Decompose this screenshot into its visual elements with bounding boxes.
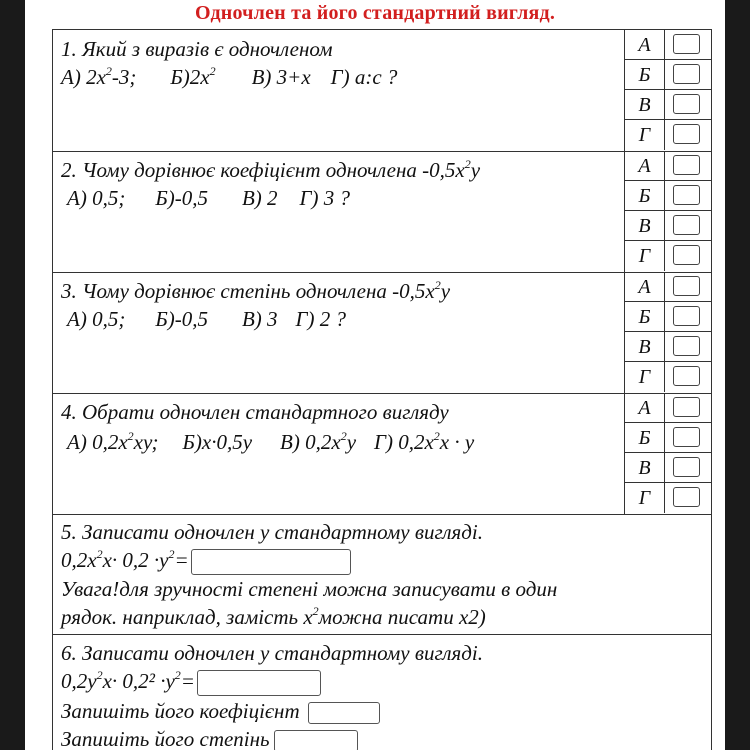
option-a: А) 0,5; bbox=[67, 186, 126, 210]
answer-b: Б bbox=[625, 423, 711, 453]
question-4-prompt: 4. Обрати одночлен стандартного вигляду bbox=[61, 400, 449, 424]
question-6-prompt: 6. Записати одночлен у стандартному вигляді. bbox=[61, 641, 483, 665]
answer-d-checkbox[interactable] bbox=[673, 124, 700, 144]
answer-b: Б bbox=[625, 181, 711, 211]
answer-c-checkbox[interactable] bbox=[673, 94, 700, 114]
question-5-expression: $0,2х^2х\cdot 0,2 \cdot у^2=$ bbox=[61, 548, 351, 575]
option-d: Г) а:с ? bbox=[330, 65, 398, 89]
answer-a-checkbox[interactable] bbox=[673, 397, 700, 417]
option-c: В) 2 bbox=[241, 186, 278, 210]
answer-b: Б bbox=[625, 302, 711, 332]
question-table bbox=[52, 29, 712, 750]
answer-a: А bbox=[625, 272, 711, 302]
answer-c: В bbox=[625, 453, 711, 483]
answer-d: Г bbox=[625, 241, 711, 271]
answer-c-checkbox[interactable] bbox=[673, 336, 700, 356]
answer-d: Г bbox=[625, 362, 711, 392]
answer-a: А bbox=[625, 30, 711, 60]
coefficient-input[interactable] bbox=[308, 702, 380, 724]
option-b: Б)х·0,5у bbox=[182, 430, 253, 454]
answer-a: А bbox=[625, 151, 711, 181]
question-1-options bbox=[61, 65, 397, 90]
page-title: Одночлен та його стандартний вигляд. bbox=[194, 2, 556, 24]
answer-a-checkbox[interactable] bbox=[673, 276, 700, 296]
question-5-note-line-1: Увага!для зручності степені можна записувати в один bbox=[61, 577, 558, 601]
question-6-degree-row bbox=[61, 727, 358, 750]
answer-b-checkbox[interactable] bbox=[673, 185, 700, 205]
question-3-text bbox=[53, 272, 625, 393]
option-c: В) 3+х bbox=[251, 65, 311, 89]
question-2-options bbox=[61, 186, 350, 211]
question-2-prompt: 2. Чому дорівнює коефіцієнт одночлена $-0,5х^2у$ bbox=[61, 157, 481, 182]
question-1-text bbox=[53, 30, 625, 151]
question-1-answers bbox=[625, 30, 711, 151]
question-2 bbox=[53, 151, 711, 273]
option-c: В) 3 bbox=[241, 307, 278, 331]
option-d: Г) 3 ? bbox=[299, 186, 350, 210]
question-5-note-line-2: рядок. наприклад, замість $х^2можна$ писати х2) bbox=[61, 604, 486, 629]
question-3-answers bbox=[625, 272, 711, 393]
question-1 bbox=[53, 30, 711, 152]
answer-a-checkbox[interactable] bbox=[673, 34, 700, 54]
answer-b: Б bbox=[625, 60, 711, 90]
question-5-prompt: 5. Записати одночлен у стандартному вигляді. bbox=[61, 520, 483, 544]
question-6-coefficient-row bbox=[61, 699, 380, 724]
answer-c-checkbox[interactable] bbox=[673, 457, 700, 477]
option-b: Б)-0,5 bbox=[155, 186, 208, 210]
option-b: Б)-0,5 bbox=[155, 307, 208, 331]
answer-d-checkbox[interactable] bbox=[673, 366, 700, 386]
answer-b-checkbox[interactable] bbox=[673, 427, 700, 447]
question-4 bbox=[53, 393, 711, 515]
question-3-options bbox=[61, 307, 346, 332]
answer-c-checkbox[interactable] bbox=[673, 215, 700, 235]
question-4-text bbox=[53, 393, 625, 514]
coefficient-label: Запишіть його коефіцієнт bbox=[61, 699, 300, 723]
question-4-options bbox=[61, 430, 474, 455]
question-3-prompt: 3. Чому дорівнює степінь одночлена $-0,5х^2у$ bbox=[61, 278, 451, 303]
degree-label: Запишіть його степінь bbox=[61, 727, 270, 750]
question-6-answer-input[interactable] bbox=[197, 670, 321, 696]
answer-d-checkbox[interactable] bbox=[673, 487, 700, 507]
option-b: $Б)2х^2$ bbox=[170, 64, 216, 89]
option-a: А) $2х^2-3$; bbox=[61, 64, 137, 89]
question-6-expression: $0,2у^2х\cdot 0,2^2 \cdot у^2=$ bbox=[61, 669, 321, 696]
option-a: А) 0,5; bbox=[67, 307, 126, 331]
degree-input[interactable] bbox=[274, 730, 358, 750]
option-c: В) $0,2х^2у$ bbox=[280, 429, 357, 454]
answer-b-checkbox[interactable] bbox=[673, 306, 700, 326]
answer-a: А bbox=[625, 393, 711, 423]
worksheet-page bbox=[25, 0, 725, 750]
question-6 bbox=[53, 635, 711, 750]
option-d: Г) 2 ? bbox=[295, 307, 346, 331]
question-1-prompt: 1. Який з виразів є одночленом bbox=[61, 37, 333, 61]
answer-a-checkbox[interactable] bbox=[673, 155, 700, 175]
answer-c: В bbox=[625, 332, 711, 362]
answer-b-checkbox[interactable] bbox=[673, 64, 700, 84]
answer-d-checkbox[interactable] bbox=[673, 245, 700, 265]
answer-d: Г bbox=[625, 483, 711, 513]
question-4-answers bbox=[625, 393, 711, 514]
question-5-answer-input[interactable] bbox=[191, 549, 351, 575]
option-a: А) $0,2х^2ху$; bbox=[67, 429, 159, 454]
question-3 bbox=[53, 272, 711, 394]
question-2-answers bbox=[625, 151, 711, 272]
answer-c: В bbox=[625, 90, 711, 120]
answer-d: Г bbox=[625, 120, 711, 150]
question-5 bbox=[53, 514, 711, 635]
answer-c: В bbox=[625, 211, 711, 241]
question-2-text bbox=[53, 151, 625, 272]
option-d: Г) $0,2х^2х \cdot у$ bbox=[374, 429, 475, 454]
